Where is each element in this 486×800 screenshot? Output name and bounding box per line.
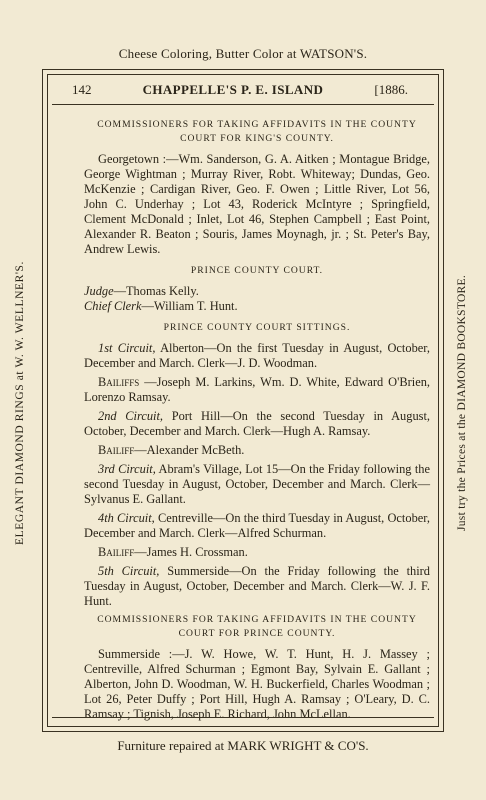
running-title: CHAPPELLE'S P. E. ISLAND xyxy=(142,82,324,97)
bailiff-text: —Joseph M. Larkins, Wm. D. White, Edward O'Brien, Lorenzo Ramsay. xyxy=(84,375,430,404)
bailiff-label: Bailiff xyxy=(98,545,135,559)
circuit-label: 5th Circuit, xyxy=(98,564,160,578)
prince-county-commissioners-list: Summerside :—J. W. Howe, W. T. Hunt, H. J. Massey ; Centreville, Alfred Schurman ; Egmont Bay, Sylvain E. Gallant ; Alberton, John D. Woodman, W. H. Buckerfield, Charles Woodman ; Lot 26, Peter Duffy ; Port Hill, Hugh A. Ramsay ; O'Leary, D. C. Ramsay ; Tignish, Joseph E. Richard, John McLellan. xyxy=(84,647,430,721)
circuit-label: 2nd Circuit, xyxy=(98,409,164,423)
circuit-4 xyxy=(84,511,430,541)
kings-county-commissioners-list: Georgetown :—Wm. Sanderson, G. A. Aitken ; Montague Bridge, George Wightman ; Murray River, Robt. Whiteway; Dundas, Geo. McKenzie ; Cardigan River, Geo. F. Owen ; Little River, Lot 56, John C. Underhay ; Lot 43, Roderick McIntyre ; Springfield, Clement McDonald ; Inlet, Lot 46, Stephen Campbell ; East Point, Alexander R. Beaton ; Souris, James Moynagh, jr. ; St. Peter's Bay, Andrew Lewis. xyxy=(84,152,430,256)
top-advertisement: Cheese Coloring, Butter Color at WATSON'S. xyxy=(118,46,368,61)
bailiff-text: —Alexander McBeth. xyxy=(134,443,245,457)
left-ad-text: ELEGANT DIAMOND RINGS at W. W. WELLNER'S. xyxy=(14,260,27,545)
running-header xyxy=(72,82,408,98)
judge-name: —Thomas Kelly. xyxy=(113,284,199,298)
right-margin-advertisement xyxy=(452,70,472,735)
bailiff-label: Bailiff xyxy=(98,443,135,457)
heading-line: COMMISSIONERS FOR TAKING AFFIDAVITS IN THE COUNTY xyxy=(97,614,417,625)
circuit-text: Alberton—On the first Tuesday in August, October, December and March. Clerk—J. D. Woodman. xyxy=(84,341,430,370)
circuit-text: Summerside—On the Friday following the third Tuesday in August, October, December and March. Clerk—W. J. F. Hunt. xyxy=(84,564,430,608)
prince-county-commissioners-heading xyxy=(84,613,430,641)
circuit-text: Abram's Village, Lot 15—On the Friday following the second Tuesday in August, October, December and March. Clerk—Sylvanus E. Gallant. xyxy=(84,462,430,506)
kings-county-commissioners-heading xyxy=(84,118,430,146)
circuit-3 xyxy=(84,462,430,507)
header-year: [1886. xyxy=(374,82,408,97)
page-content xyxy=(84,114,430,726)
circuit-5 xyxy=(84,564,430,609)
heading-line: COMMISSIONERS FOR TAKING AFFIDAVITS IN THE COUNTY xyxy=(97,119,417,130)
judge-line xyxy=(84,284,430,299)
bailiff-4 xyxy=(84,545,430,560)
bailiff-text: —James H. Crossman. xyxy=(134,545,248,559)
header-divider xyxy=(52,104,434,105)
heading-line: COURT FOR KING'S COUNTY. xyxy=(180,133,334,144)
circuit-label: 1st Circuit, xyxy=(98,341,156,355)
prince-county-court-heading: PRINCE COUNTY COURT. xyxy=(190,265,324,276)
circuit-text: Port Hill—On the second Tuesday in August, October, December and March. Clerk—Hugh A. Ramsay. xyxy=(84,409,431,438)
bailiff-2 xyxy=(84,443,430,458)
judge-label: Judge xyxy=(84,284,114,298)
heading-line: COURT FOR PRINCE COUNTY. xyxy=(178,628,336,639)
circuit-text: Centreville—On the third Tuesday in August, October, December and March. Clerk—Alfred Schurman. xyxy=(84,511,430,540)
circuit-2 xyxy=(84,409,430,439)
circuit-1 xyxy=(84,341,430,371)
chief-clerk-line xyxy=(84,299,430,314)
bailiff-label: Bailiffs xyxy=(98,375,140,389)
page-number: 142 xyxy=(72,82,92,97)
court-sittings-heading: PRINCE COUNTY COURT SITTINGS. xyxy=(163,322,351,333)
bailiffs-1 xyxy=(84,375,430,405)
circuit-label: 3rd Circuit, xyxy=(98,462,156,476)
chief-clerk-label: Chief Clerk xyxy=(84,299,142,313)
chief-clerk-name: —William T. Hunt. xyxy=(141,299,238,313)
footer-divider xyxy=(52,717,434,718)
bottom-advertisement: Furniture repaired at MARK WRIGHT & CO'S. xyxy=(117,738,369,753)
right-ad-text: Just try the Prices at the DIAMOND BOOKSTORE. xyxy=(456,274,468,531)
circuit-label: 4th Circuit, xyxy=(98,511,155,525)
left-margin-advertisement xyxy=(10,70,30,735)
